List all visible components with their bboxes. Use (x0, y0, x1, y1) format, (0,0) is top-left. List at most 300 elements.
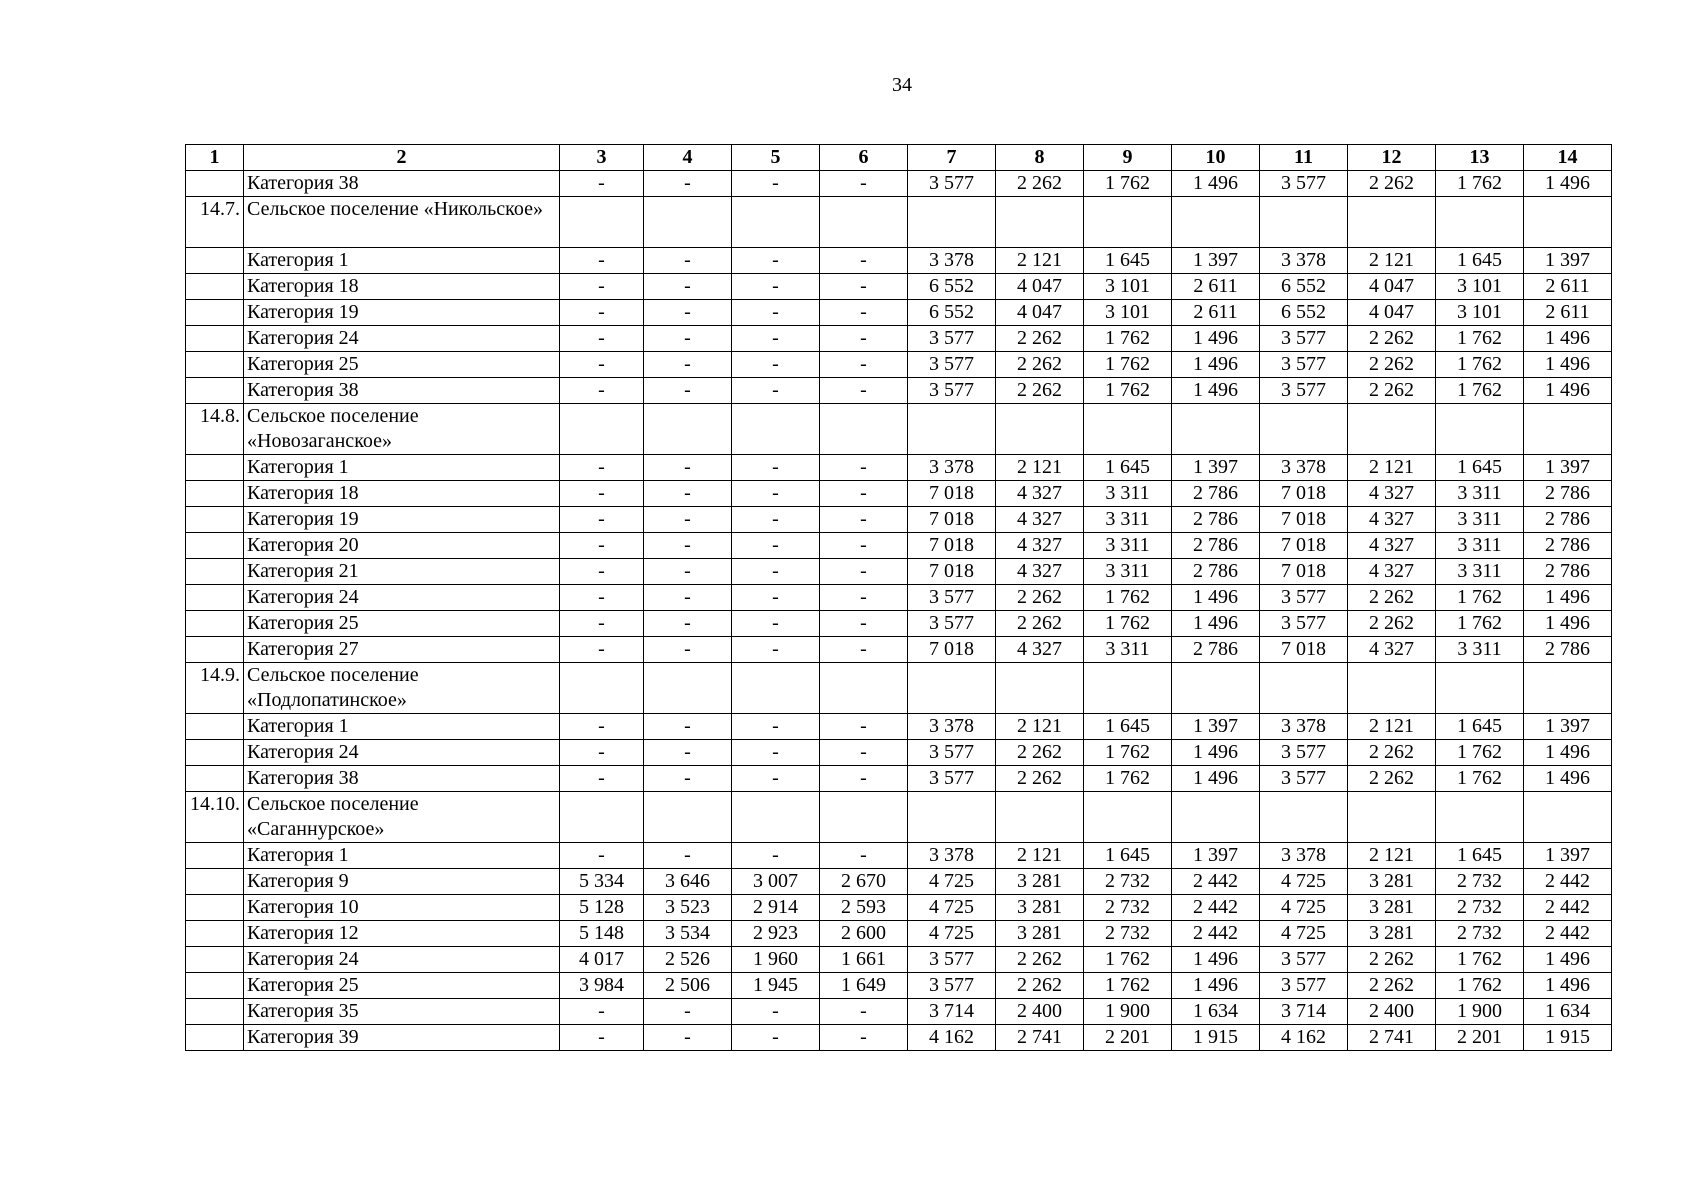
value-cell: 1 762 (1084, 352, 1172, 378)
value-cell: - (644, 352, 732, 378)
table-row (186, 611, 1612, 637)
value-cell: 7 018 (1260, 637, 1348, 663)
value-cell: 1 762 (1436, 973, 1524, 999)
value-cell: 3 577 (1260, 171, 1348, 197)
column-header: 6 (820, 145, 908, 171)
value-cell: 2 121 (996, 455, 1084, 481)
value-cell: 1 397 (1172, 843, 1260, 869)
value-cell: 2 201 (1436, 1025, 1524, 1051)
table-row (186, 869, 1612, 895)
value-cell: 1 645 (1084, 248, 1172, 274)
value-cell: 2 786 (1524, 507, 1612, 533)
value-cell: 1 496 (1524, 740, 1612, 766)
value-cell: 2 262 (996, 973, 1084, 999)
value-cell: - (732, 326, 820, 352)
value-cell: - (560, 481, 644, 507)
value-cell: 1 496 (1524, 171, 1612, 197)
value-cell: 3 311 (1084, 481, 1172, 507)
value-cell: 3 646 (644, 869, 732, 895)
section-row (186, 197, 1612, 248)
value-cell: 3 281 (996, 869, 1084, 895)
value-cell: 1 762 (1084, 973, 1172, 999)
value-cell: - (820, 843, 908, 869)
value-cell: 3 577 (908, 766, 996, 792)
value-cell (820, 197, 908, 248)
table-row (186, 921, 1612, 947)
category-name: Категория 18 (244, 274, 560, 300)
value-cell: 3 378 (908, 843, 996, 869)
value-cell: - (644, 843, 732, 869)
value-cell: 2 262 (1348, 585, 1436, 611)
value-cell: 1 960 (732, 947, 820, 973)
column-header: 8 (996, 145, 1084, 171)
value-cell: 3 281 (1348, 895, 1436, 921)
value-cell: 2 786 (1524, 481, 1612, 507)
value-cell: 2 670 (820, 869, 908, 895)
value-cell: 2 121 (996, 248, 1084, 274)
value-cell: - (732, 999, 820, 1025)
table-row (186, 326, 1612, 352)
value-cell: 2 262 (1348, 947, 1436, 973)
value-cell: - (560, 585, 644, 611)
value-cell: 3 714 (908, 999, 996, 1025)
value-cell: 3 378 (1260, 843, 1348, 869)
value-cell: - (560, 533, 644, 559)
value-cell (820, 404, 908, 455)
value-cell: 2 262 (996, 947, 1084, 973)
section-name: Сельское поселение «Подлопатинское» (244, 663, 560, 714)
value-cell: - (820, 455, 908, 481)
row-code (186, 559, 244, 585)
value-cell: 3 101 (1084, 300, 1172, 326)
value-cell: - (732, 1025, 820, 1051)
value-cell: 2 262 (1348, 611, 1436, 637)
value-cell: 1 496 (1524, 947, 1612, 973)
value-cell: - (644, 300, 732, 326)
value-cell (1524, 792, 1612, 843)
value-cell: 2 201 (1084, 1025, 1172, 1051)
value-cell: 2 611 (1524, 274, 1612, 300)
value-cell (1260, 197, 1348, 248)
value-cell: 4 047 (996, 300, 1084, 326)
value-cell: 3 281 (1348, 869, 1436, 895)
row-code (186, 999, 244, 1025)
value-cell (996, 197, 1084, 248)
row-code (186, 481, 244, 507)
value-cell: 2 914 (732, 895, 820, 921)
value-cell: 7 018 (908, 559, 996, 585)
row-code: 14.9. (186, 663, 244, 714)
value-cell: 3 378 (908, 248, 996, 274)
value-cell (560, 197, 644, 248)
section-row (186, 792, 1612, 843)
row-code: 14.10. (186, 792, 244, 843)
value-cell: 1 762 (1084, 766, 1172, 792)
value-cell: 6 552 (908, 274, 996, 300)
value-cell: 3 311 (1436, 637, 1524, 663)
value-cell: 1 645 (1436, 843, 1524, 869)
column-header: 10 (1172, 145, 1260, 171)
value-cell: 2 442 (1172, 869, 1260, 895)
value-cell: 3 378 (1260, 248, 1348, 274)
value-cell: - (560, 274, 644, 300)
category-name: Категория 24 (244, 740, 560, 766)
value-cell: 3 577 (908, 947, 996, 973)
value-cell: - (732, 455, 820, 481)
value-cell: - (644, 533, 732, 559)
value-cell: 1 496 (1172, 611, 1260, 637)
value-cell (644, 663, 732, 714)
value-cell: - (732, 766, 820, 792)
category-name: Категория 24 (244, 585, 560, 611)
column-header: 14 (1524, 145, 1612, 171)
column-header: 4 (644, 145, 732, 171)
value-cell: 2 262 (996, 766, 1084, 792)
value-cell (644, 792, 732, 843)
value-cell: - (560, 171, 644, 197)
value-cell: 3 577 (908, 973, 996, 999)
value-cell (1260, 404, 1348, 455)
column-header: 5 (732, 145, 820, 171)
tariff-table (185, 144, 1612, 1051)
table-row (186, 274, 1612, 300)
value-cell: - (644, 999, 732, 1025)
value-cell: 4 725 (908, 921, 996, 947)
row-code (186, 740, 244, 766)
category-name: Категория 38 (244, 766, 560, 792)
value-cell (1436, 197, 1524, 248)
value-cell: 1 634 (1524, 999, 1612, 1025)
value-cell (1348, 663, 1436, 714)
value-cell: 5 148 (560, 921, 644, 947)
value-cell: 3 577 (908, 326, 996, 352)
section-name: Сельское поселение «Никольское» (244, 197, 560, 248)
value-cell (1172, 663, 1260, 714)
value-cell: - (644, 455, 732, 481)
table-row (186, 843, 1612, 869)
value-cell: 7 018 (1260, 559, 1348, 585)
value-cell: 4 725 (908, 895, 996, 921)
value-cell: 1 645 (1436, 714, 1524, 740)
category-name: Категория 24 (244, 326, 560, 352)
row-code (186, 973, 244, 999)
table-row (186, 378, 1612, 404)
value-cell: - (732, 481, 820, 507)
value-cell: - (732, 585, 820, 611)
value-cell: - (732, 559, 820, 585)
value-cell: 2 732 (1436, 921, 1524, 947)
value-cell: - (644, 248, 732, 274)
row-code (186, 895, 244, 921)
value-cell: - (644, 171, 732, 197)
value-cell: 3 714 (1260, 999, 1348, 1025)
value-cell: - (644, 1025, 732, 1051)
value-cell: 2 923 (732, 921, 820, 947)
value-cell (732, 404, 820, 455)
value-cell: - (732, 300, 820, 326)
value-cell: 1 397 (1524, 248, 1612, 274)
table-row (186, 766, 1612, 792)
value-cell: 4 327 (1348, 637, 1436, 663)
value-cell: - (820, 378, 908, 404)
row-code (186, 248, 244, 274)
value-cell: 2 262 (1348, 326, 1436, 352)
value-cell: 3 577 (908, 740, 996, 766)
value-cell: 3 007 (732, 869, 820, 895)
value-cell: 2 442 (1524, 869, 1612, 895)
value-cell: - (732, 714, 820, 740)
value-cell: - (644, 559, 732, 585)
value-cell: - (644, 585, 732, 611)
value-cell: 4 725 (1260, 869, 1348, 895)
value-cell: 2 262 (996, 171, 1084, 197)
value-cell: 1 496 (1524, 766, 1612, 792)
value-cell: - (820, 999, 908, 1025)
value-cell: - (820, 714, 908, 740)
value-cell: 1 496 (1172, 378, 1260, 404)
value-cell: 1 496 (1524, 326, 1612, 352)
value-cell: 7 018 (1260, 481, 1348, 507)
column-header: 13 (1436, 145, 1524, 171)
value-cell: 2 732 (1436, 895, 1524, 921)
value-cell: 1 645 (1436, 248, 1524, 274)
table-row (186, 481, 1612, 507)
column-header: 7 (908, 145, 996, 171)
value-cell: 3 984 (560, 973, 644, 999)
column-header: 9 (1084, 145, 1172, 171)
row-code (186, 507, 244, 533)
value-cell: - (644, 611, 732, 637)
category-name: Категория 38 (244, 171, 560, 197)
section-name: Сельское поселение «Саганнурское» (244, 792, 560, 843)
value-cell: - (560, 1025, 644, 1051)
value-cell (1524, 663, 1612, 714)
value-cell: - (732, 248, 820, 274)
value-cell (1260, 663, 1348, 714)
value-cell: 3 311 (1084, 637, 1172, 663)
value-cell: 1 649 (820, 973, 908, 999)
value-cell (1260, 792, 1348, 843)
value-cell (1524, 404, 1612, 455)
category-name: Категория 24 (244, 947, 560, 973)
value-cell (644, 197, 732, 248)
value-cell: 3 577 (1260, 326, 1348, 352)
row-code: 14.8. (186, 404, 244, 455)
header-row (186, 145, 1612, 171)
row-code (186, 378, 244, 404)
value-cell (644, 404, 732, 455)
category-name: Категория 19 (244, 507, 560, 533)
value-cell (1436, 663, 1524, 714)
value-cell: - (560, 326, 644, 352)
value-cell: 2 786 (1524, 637, 1612, 663)
value-cell (1172, 197, 1260, 248)
value-cell: 2 121 (1348, 455, 1436, 481)
value-cell: - (644, 507, 732, 533)
value-cell (560, 792, 644, 843)
value-cell: 2 611 (1524, 300, 1612, 326)
value-cell: 3 281 (996, 921, 1084, 947)
value-cell (1436, 404, 1524, 455)
value-cell: 2 741 (996, 1025, 1084, 1051)
section-row (186, 663, 1612, 714)
value-cell (1348, 792, 1436, 843)
value-cell: 3 577 (1260, 766, 1348, 792)
row-code (186, 171, 244, 197)
value-cell: 1 496 (1172, 766, 1260, 792)
category-name: Категория 18 (244, 481, 560, 507)
value-cell: - (560, 455, 644, 481)
value-cell: 1 397 (1524, 455, 1612, 481)
row-code (186, 274, 244, 300)
value-cell: 3 577 (1260, 973, 1348, 999)
value-cell: 4 162 (908, 1025, 996, 1051)
row-code (186, 352, 244, 378)
table-row (186, 559, 1612, 585)
value-cell: 1 496 (1172, 585, 1260, 611)
value-cell: - (560, 248, 644, 274)
value-cell (908, 663, 996, 714)
value-cell: 1 496 (1172, 326, 1260, 352)
value-cell: 1 945 (732, 973, 820, 999)
value-cell: 3 101 (1084, 274, 1172, 300)
row-code (186, 455, 244, 481)
category-name: Категория 27 (244, 637, 560, 663)
category-name: Категория 25 (244, 352, 560, 378)
value-cell: 3 101 (1436, 300, 1524, 326)
value-cell: - (732, 171, 820, 197)
value-cell: 3 281 (996, 895, 1084, 921)
value-cell (732, 792, 820, 843)
value-cell: 2 786 (1524, 559, 1612, 585)
value-cell: 4 725 (1260, 921, 1348, 947)
value-cell: - (820, 585, 908, 611)
value-cell: 1 762 (1084, 611, 1172, 637)
value-cell: 7 018 (908, 507, 996, 533)
value-cell (1084, 663, 1172, 714)
value-cell: - (644, 378, 732, 404)
value-cell: 2 732 (1084, 869, 1172, 895)
value-cell: 1 634 (1172, 999, 1260, 1025)
value-cell: 1 762 (1436, 352, 1524, 378)
value-cell: 1 762 (1436, 766, 1524, 792)
value-cell: - (644, 637, 732, 663)
value-cell: 3 577 (908, 171, 996, 197)
value-cell: 3 523 (644, 895, 732, 921)
value-cell: - (732, 533, 820, 559)
value-cell: 6 552 (1260, 274, 1348, 300)
row-code (186, 611, 244, 637)
value-cell: 2 732 (1436, 869, 1524, 895)
value-cell: 1 762 (1436, 740, 1524, 766)
row-code (186, 843, 244, 869)
value-cell: 3 577 (1260, 740, 1348, 766)
value-cell: 1 645 (1084, 714, 1172, 740)
value-cell (820, 792, 908, 843)
value-cell: - (644, 740, 732, 766)
value-cell: 2 262 (1348, 766, 1436, 792)
value-cell: 3 101 (1436, 274, 1524, 300)
value-cell: 1 762 (1084, 740, 1172, 766)
value-cell: - (820, 507, 908, 533)
value-cell: - (732, 274, 820, 300)
value-cell: 1 645 (1084, 843, 1172, 869)
value-cell: 1 496 (1172, 352, 1260, 378)
value-cell: 4 327 (996, 481, 1084, 507)
value-cell: 2 506 (644, 973, 732, 999)
value-cell: 3 311 (1084, 533, 1172, 559)
value-cell: 4 047 (996, 274, 1084, 300)
value-cell: 1 496 (1172, 973, 1260, 999)
category-name: Категория 12 (244, 921, 560, 947)
row-code (186, 326, 244, 352)
value-cell: 1 397 (1172, 248, 1260, 274)
value-cell: 2 400 (996, 999, 1084, 1025)
value-cell (1084, 404, 1172, 455)
value-cell: 2 611 (1172, 274, 1260, 300)
value-cell: 3 577 (908, 352, 996, 378)
category-name: Категория 25 (244, 973, 560, 999)
value-cell: - (732, 507, 820, 533)
value-cell: 2 786 (1172, 559, 1260, 585)
column-header: 3 (560, 145, 644, 171)
value-cell: - (560, 507, 644, 533)
value-cell: 7 018 (908, 481, 996, 507)
value-cell: 2 741 (1348, 1025, 1436, 1051)
value-cell: - (732, 740, 820, 766)
row-code (186, 637, 244, 663)
value-cell: - (644, 274, 732, 300)
value-cell: 1 762 (1436, 378, 1524, 404)
value-cell: 2 121 (996, 843, 1084, 869)
table-row (186, 1025, 1612, 1051)
row-code (186, 921, 244, 947)
value-cell: 2 786 (1524, 533, 1612, 559)
value-cell: 2 262 (1348, 352, 1436, 378)
value-cell: 3 311 (1436, 507, 1524, 533)
value-cell: 1 645 (1084, 455, 1172, 481)
value-cell (1436, 792, 1524, 843)
category-name: Категория 25 (244, 611, 560, 637)
category-name: Категория 1 (244, 843, 560, 869)
value-cell: 2 442 (1524, 895, 1612, 921)
value-cell: 1 762 (1084, 171, 1172, 197)
value-cell (1524, 197, 1612, 248)
value-cell: 3 577 (1260, 611, 1348, 637)
value-cell: 7 018 (908, 637, 996, 663)
value-cell (996, 792, 1084, 843)
value-cell: 1 496 (1172, 740, 1260, 766)
value-cell (908, 197, 996, 248)
category-name: Категория 19 (244, 300, 560, 326)
value-cell: 1 397 (1172, 714, 1260, 740)
value-cell (908, 404, 996, 455)
column-header: 12 (1348, 145, 1436, 171)
value-cell: 1 397 (1524, 714, 1612, 740)
value-cell: 4 725 (908, 869, 996, 895)
value-cell: - (732, 352, 820, 378)
page-number: 34 (892, 74, 912, 96)
value-cell: 1 496 (1524, 585, 1612, 611)
value-cell: 1 645 (1436, 455, 1524, 481)
table-row (186, 248, 1612, 274)
table-row (186, 999, 1612, 1025)
category-name: Категория 1 (244, 248, 560, 274)
value-cell: 3 534 (644, 921, 732, 947)
category-name: Категория 10 (244, 895, 560, 921)
value-cell: 1 762 (1084, 947, 1172, 973)
category-name: Категория 21 (244, 559, 560, 585)
